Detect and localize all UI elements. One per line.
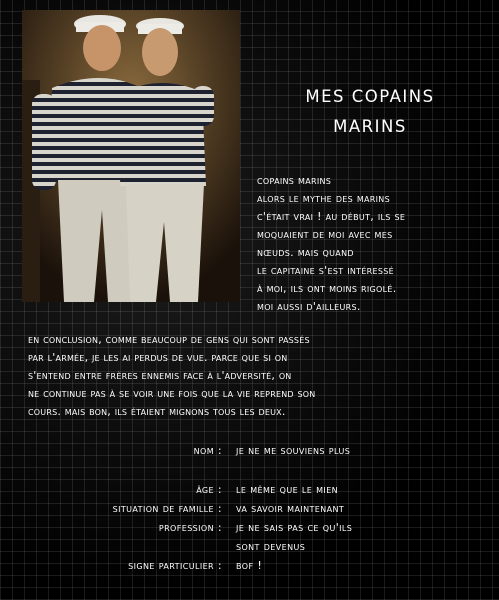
intro-line: moi aussi d'ailleurs.	[257, 300, 361, 313]
conclusion-line: ne continue pas à se voir une fois que la vie reprend son	[28, 387, 316, 400]
photo-two-sailors-icon	[22, 10, 240, 302]
fact-value: le même que le mien	[236, 483, 339, 496]
fact-profession	[0, 518, 499, 537]
fact-situation	[0, 499, 499, 518]
intro-line: copains marins	[257, 174, 332, 187]
fact-sheet	[0, 441, 499, 575]
fact-profession-cont	[0, 537, 499, 556]
fact-signe	[0, 556, 499, 575]
intro-line: moquaient de moi avec mes	[257, 228, 393, 241]
conclusion-line: s'entend entre frères ennemis face à l'adversité, on	[28, 369, 292, 382]
fact-label: nom :	[193, 444, 222, 457]
fact-value: je ne sais pas ce qu'ils	[236, 521, 353, 534]
fact-value: bof !	[236, 559, 263, 572]
intro-line: c'était vrai ! au début, ils se	[257, 210, 406, 223]
fact-label: profession :	[158, 521, 222, 534]
fact-label: signe particulier :	[128, 559, 222, 572]
fact-nom	[0, 441, 499, 460]
title-line-2: MARINS	[333, 117, 407, 136]
intro-line: alors le mythe des marins	[257, 192, 390, 205]
conclusion-text	[28, 331, 498, 421]
fact-label: situation de famille :	[112, 502, 222, 515]
fact-age	[0, 480, 499, 499]
intro-line: à moi, ils ont moins rigolé.	[257, 282, 397, 295]
conclusion-line: en conclusion, comme beaucoup de gens qui sont passés	[28, 333, 310, 346]
intro-line: nœuds. mais quand	[257, 246, 354, 259]
fact-value: sont devenus	[236, 540, 306, 553]
fact-label: âge :	[196, 483, 222, 496]
conclusion-line: cours. mais bon, ils étaient mignons tous les deux.	[28, 405, 286, 418]
conclusion-line: par l'armée, je les ai perdus de vue. parce que si on	[28, 351, 288, 364]
intro-text	[257, 172, 497, 316]
title-line-1: MES COPAINS	[305, 87, 435, 106]
article-title	[270, 82, 470, 142]
fact-value: je ne me souviens plus	[236, 444, 351, 457]
sailors-photo	[22, 10, 240, 302]
intro-line: le capitaine s'est intéressé	[257, 264, 395, 277]
fact-value: va savoir maintenant	[236, 502, 345, 515]
